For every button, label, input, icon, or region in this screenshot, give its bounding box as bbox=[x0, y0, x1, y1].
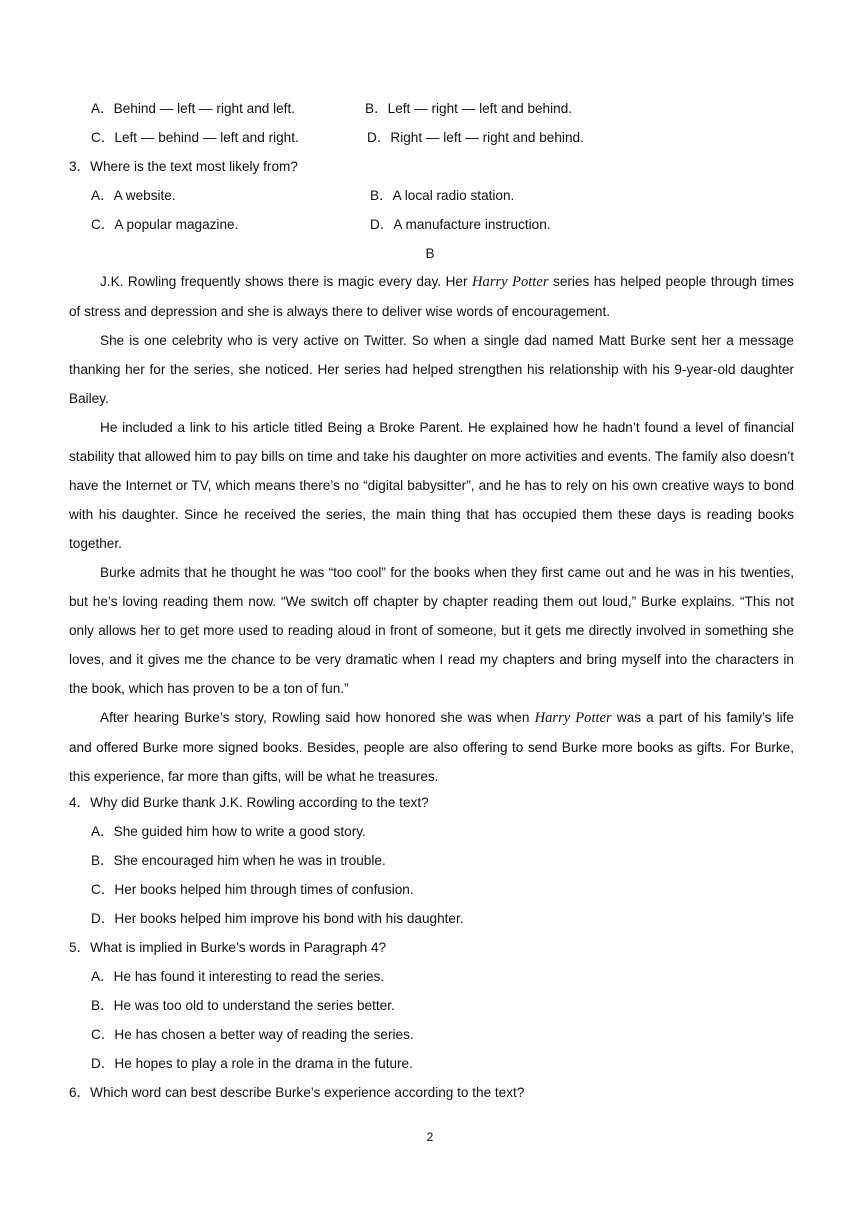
q6-stem: 6．Which word can best describe Burke’s experience according to the text? bbox=[69, 1085, 525, 1100]
passage-paragraph-3: He included a link to his article titled Being a Broke Parent. He explained how he hadn’t found a level of financial stability that allowed him to pay bills on time and take his daughter on more activities and events. The family also doesn’t have the Internet or TV, which means there’s no “digital babysitter”, and he has to rely on his own creative ways to bond with his daughter. Since he received the series, the main thing that has occupied them these days is reading books together. bbox=[69, 420, 794, 551]
section-label: B bbox=[425, 246, 435, 261]
q2-option-a: A．Behind — left — right and left. bbox=[91, 101, 296, 116]
passage-paragraph-1: J.K. Rowling frequently shows there is magic every day. Her Harry Potter series has helped people through times of stress and depression and she is always there to deliver wise words of encouragement. bbox=[69, 274, 794, 319]
reading-passage bbox=[69, 267, 794, 791]
q2-option-c: C．Left — behind — left and right. bbox=[91, 130, 299, 145]
q3-option-b: B．A local radio station. bbox=[370, 188, 515, 203]
q5-option-d: D．He hopes to play a role in the drama in the future. bbox=[91, 1056, 413, 1071]
q3-option-c: C．A popular magazine. bbox=[91, 217, 239, 232]
q4-stem: 4．Why did Burke thank J.K. Rowling according to the text? bbox=[69, 795, 429, 810]
q3-stem: 3．Where is the text most likely from? bbox=[69, 159, 298, 174]
q5-option-b: B．He was too old to understand the series better. bbox=[91, 998, 395, 1013]
q4-option-c: C．Her books helped him through times of confusion. bbox=[91, 882, 414, 897]
q3-option-a: A．A website. bbox=[91, 188, 176, 203]
passage-paragraph-5: After hearing Burke’s story, Rowling said how honored she was when Harry Potter was a part of his family’s life and offered Burke more signed books. Besides, people are also offering to send Burke more books as gifts. For Burke, this experience, far more than gifts, will be what he treasures. bbox=[69, 710, 794, 784]
q3-option-d: D．A manufacture instruction. bbox=[370, 217, 551, 232]
q2-option-b: B．Left — right — left and behind. bbox=[365, 101, 573, 116]
q4-option-a: A．She guided him how to write a good story. bbox=[91, 824, 366, 839]
passage-paragraph-2: She is one celebrity who is very active on Twitter. So when a single dad named Matt Burke sent her a message thanking her for the series, she noticed. Her series had helped strengthen his relationship with his 9-year-old daughter Bailey. bbox=[69, 333, 794, 406]
page-number: 2 bbox=[426, 1130, 434, 1144]
q4-option-d: D．Her books helped him improve his bond with his daughter. bbox=[91, 911, 464, 926]
q2-option-d: D．Right — left — right and behind. bbox=[367, 130, 584, 145]
book-title: Harry Potter bbox=[471, 274, 549, 290]
q5-option-c: C．He has chosen a better way of reading the series. bbox=[91, 1027, 414, 1042]
q5-option-a: A．He has found it interesting to read the series. bbox=[91, 969, 385, 984]
q4-option-b: B．She encouraged him when he was in trouble. bbox=[91, 853, 386, 868]
q5-stem: 5．What is implied in Burke’s words in Paragraph 4? bbox=[69, 940, 387, 955]
book-title: Harry Potter bbox=[534, 710, 612, 726]
passage-paragraph-4: Burke admits that he thought he was “too cool” for the books when they first came out and he was in his twenties, but he’s loving reading them now. “We switch off chapter by chapter reading them out loud,” Burke explains. “This not only allows her to get more used to reading aloud in front of someone, but it gets me directly involved in something she loves, and it gives me the chance to be very dramatic when I read my chapters and bring myself into the characters in the book, which has proven to be a ton of fun.” bbox=[69, 565, 794, 696]
